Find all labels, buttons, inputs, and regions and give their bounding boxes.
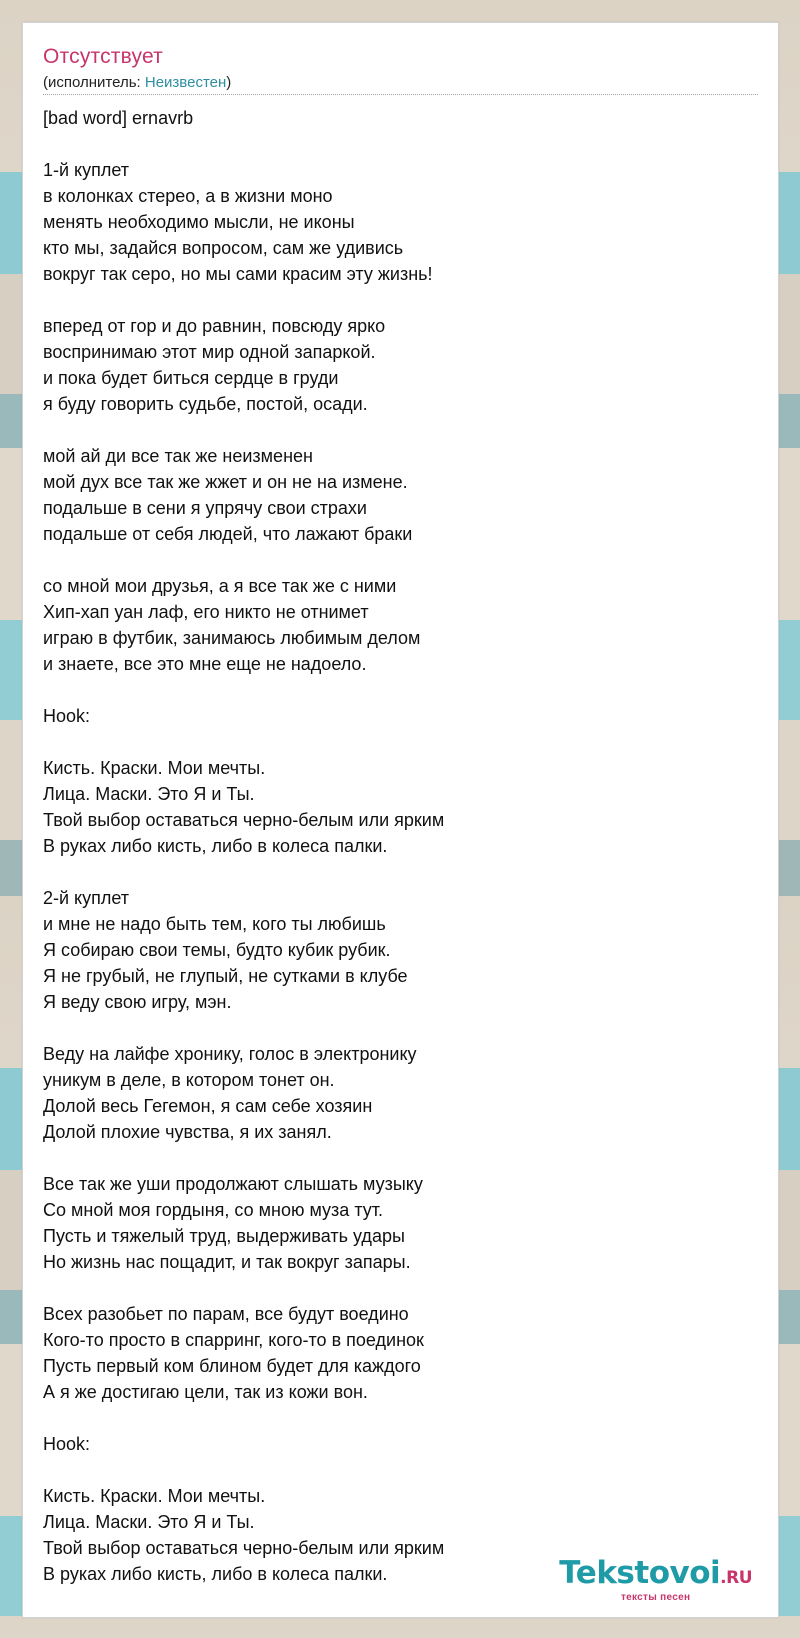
lyric-line: Hook: <box>43 1434 91 1454</box>
lyric-line <box>43 1145 758 1171</box>
artist-prefix: (исполнитель: <box>43 74 145 91</box>
lyric-line: 1-й куплет <box>43 160 130 180</box>
lyric-line: Всех разобьет по парам, все будут воедино <box>43 1304 409 1324</box>
lyric-line: в колонках стерео, а в жизни моно <box>43 186 333 206</box>
logo-wordmark: Tekstovoi.RU <box>559 1555 752 1591</box>
lyric-line <box>43 1457 758 1483</box>
lyric-line: Долой весь Гегемон, я сам себе хозяин <box>43 1096 373 1116</box>
artist-link[interactable]: Неизвестен <box>144 74 227 91</box>
lyric-line <box>43 287 758 313</box>
song-title: Отсутствует <box>43 45 163 68</box>
lyric-line: Я веду свою игру, мэн. <box>43 992 232 1012</box>
lyric-line: воспринимаю этот мир одной запаркой. <box>43 342 376 362</box>
lyric-line: со мной мои друзья, а я все так же с ними <box>43 576 397 596</box>
lyric-line: и мне не надо быть тем, кого ты любишь <box>43 914 386 934</box>
lyric-line: Хип-хап уан лаф, его никто не отнимет <box>43 602 369 622</box>
lyric-line: играю в футбик, занимаюсь любимым делом <box>43 628 421 648</box>
lyric-line: я буду говорить судьбе, постой, осади. <box>43 394 368 414</box>
lyric-line <box>43 677 758 703</box>
lyric-line: Лица. Маски. Это Я и Ты. <box>43 784 255 804</box>
lyric-line: Но жизнь нас пощадит, и так вокруг запары. <box>43 1252 411 1272</box>
lyric-line: мой дух все так же жжет и он не на измене. <box>43 472 408 492</box>
lyric-line: Со мной моя гордыня, со мною муза тут. <box>43 1200 384 1220</box>
artist-suffix: ) <box>226 74 232 91</box>
lyric-line: Я не грубый, не глупый, не сутками в клубе <box>43 966 408 986</box>
site-logo[interactable] <box>559 1557 752 1603</box>
lyric-line: [bad word] ernavrb <box>43 108 194 128</box>
lyric-line <box>43 1275 758 1301</box>
lyric-line: Лица. Маски. Это Я и Ты. <box>43 1512 255 1532</box>
logo-tld: .RU <box>720 1568 752 1588</box>
lyric-line: 2-й куплет <box>43 888 130 908</box>
lyrics-card <box>22 22 779 1618</box>
lyric-line: Твой выбор оставаться черно-белым или ярким <box>43 1538 445 1558</box>
lyrics-body <box>43 105 758 1587</box>
artist-line <box>43 74 758 95</box>
lyric-line: Кисть. Краски. Мои мечты. <box>43 1486 266 1506</box>
lyric-line <box>43 859 758 885</box>
lyric-line <box>43 1015 758 1041</box>
lyric-line <box>43 131 758 157</box>
lyric-line <box>43 729 758 755</box>
lyric-line: Пусть и тяжелый труд, выдерживать удары <box>43 1226 405 1246</box>
lyric-line: Hook: <box>43 706 91 726</box>
lyric-line: В руках либо кисть, либо в колеса палки. <box>43 836 388 856</box>
lyric-line: вперед от гор и до равнин, повсюду ярко <box>43 316 386 336</box>
lyric-line: Твой выбор оставаться черно-белым или ярким <box>43 810 445 830</box>
lyric-line: менять необходимо мысли, не иконы <box>43 212 355 232</box>
lyric-line: Кисть. Краски. Мои мечты. <box>43 758 266 778</box>
lyric-line: В руках либо кисть, либо в колеса палки. <box>43 1564 388 1584</box>
lyric-line: Пусть первый ком блином будет для каждого <box>43 1356 421 1376</box>
lyric-line: подальше в сени я упрячу свои страхи <box>43 498 367 518</box>
lyric-line: вокруг так серо, но мы сами красим эту жизнь! <box>43 264 433 284</box>
lyric-line: подальше от себя людей, что лажают браки <box>43 524 413 544</box>
lyric-line: Веду на лайфе хронику, голос в электронику <box>43 1044 417 1064</box>
lyric-line: кто мы, задайся вопросом, сам же удивись <box>43 238 404 258</box>
lyric-line: Кого-то просто в спарринг, кого-то в поединок <box>43 1330 424 1350</box>
lyric-line: мой ай ди все так же неизменен <box>43 446 313 466</box>
logo-subtitle: тексты песен <box>620 1592 691 1603</box>
lyric-line: уникум в деле, в котором тонет он. <box>43 1070 335 1090</box>
lyric-line: Долой плохие чувства, я их занял. <box>43 1122 332 1142</box>
lyric-line <box>43 547 758 573</box>
lyric-line <box>43 1405 758 1431</box>
lyric-line: и пока будет биться сердце в груди <box>43 368 339 388</box>
lyric-line: и знаете, все это мне еще не надоело. <box>43 654 367 674</box>
lyric-line <box>43 417 758 443</box>
lyric-line: А я же достигаю цели, так из кожи вон. <box>43 1382 368 1402</box>
lyric-line: Все так же уши продолжают слышать музыку <box>43 1174 423 1194</box>
lyric-line: Я собираю свои темы, будто кубик рубик. <box>43 940 391 960</box>
